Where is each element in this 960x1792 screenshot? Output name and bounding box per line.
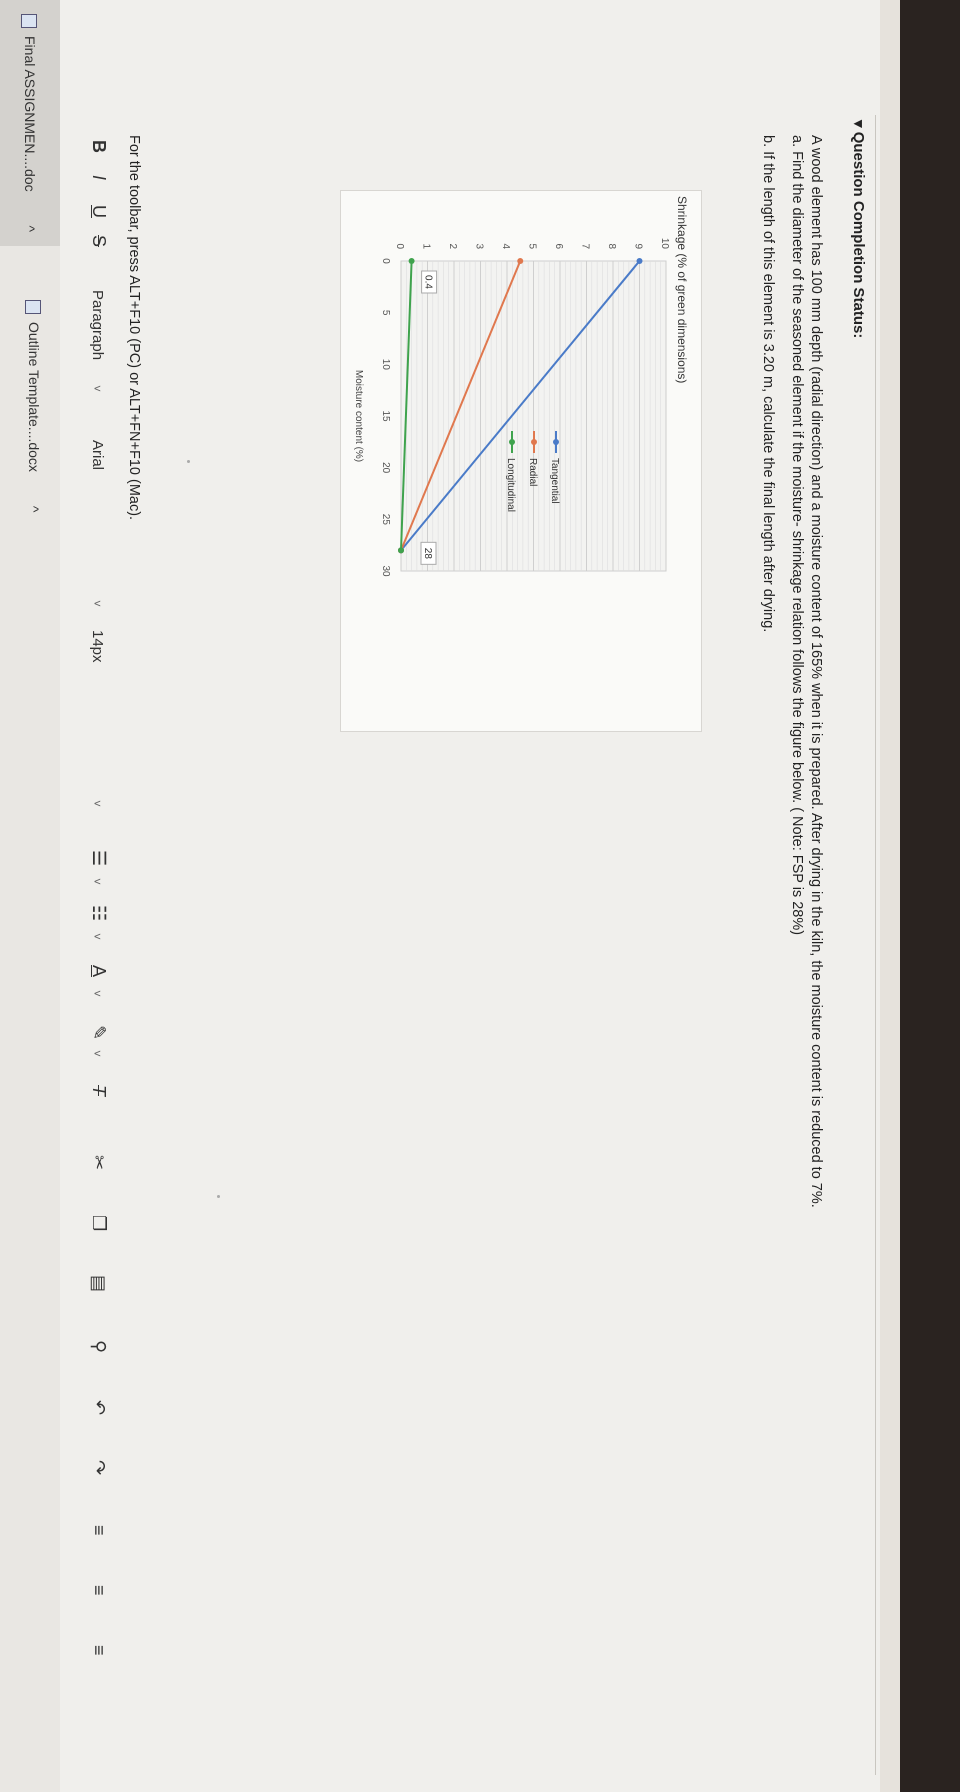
document-icon: [21, 14, 37, 28]
y-tick-label: 8: [606, 243, 617, 249]
chevron-down-icon[interactable]: ˅: [90, 878, 104, 886]
legend-marker-radial: [531, 439, 537, 445]
y-axis-title: Shrinkage (% of green dimensions): [675, 196, 689, 384]
strikethrough-button[interactable]: S: [89, 235, 109, 248]
annotation-label: 0.4: [422, 275, 434, 289]
document-icon: [25, 300, 41, 314]
chevron-down-icon[interactable]: ˅: [90, 933, 104, 941]
x-tick-label: 25: [380, 513, 391, 525]
y-tick-label: 5: [526, 243, 538, 249]
data-point-tangential: [637, 258, 643, 264]
chevron-down-icon[interactable]: ˅: [90, 990, 104, 998]
font-size-select[interactable]: 14px: [89, 630, 106, 663]
redo-icon[interactable]: ↷: [89, 1460, 109, 1476]
align-center-icon[interactable]: ≡: [89, 1585, 109, 1596]
chevron-down-icon[interactable]: ˅: [90, 385, 104, 393]
annotation-label: 28: [422, 547, 433, 559]
y-tick-label: 3: [473, 243, 485, 249]
legend-label-tangential: Tangential: [549, 458, 560, 504]
decorative-dot: [187, 460, 190, 463]
window-top-bar: [880, 0, 960, 1792]
chevron-down-icon[interactable]: ˅: [90, 800, 104, 808]
bulleted-list-icon[interactable]: ☰: [89, 850, 109, 867]
question-completion-status-heading: ▾ Question Completion Status:: [850, 120, 867, 339]
question-text: [758, 135, 825, 1775]
align-left-icon[interactable]: ≡: [89, 1525, 109, 1536]
editor-toolbar: [75, 0, 115, 1792]
y-tick-label: 0: [394, 243, 405, 249]
copy-icon[interactable]: ❐: [89, 1215, 109, 1232]
search-icon[interactable]: ⚲: [89, 1340, 109, 1354]
shrinkage-chart: [340, 190, 702, 732]
x-tick-label: 30: [380, 565, 391, 577]
x-tick-label: 5: [380, 309, 391, 316]
data-point-longitudinal: [409, 258, 415, 264]
chevron-up-icon[interactable]: ^: [26, 505, 42, 513]
y-tick-label: 1: [420, 243, 432, 249]
section-divider: [875, 115, 876, 1775]
decorative-dot: [217, 1195, 220, 1198]
legend-label-longitudinal: Longitudinal: [505, 458, 516, 512]
y-tick-label: 4: [500, 243, 511, 249]
highlight-icon[interactable]: ✎: [89, 1025, 109, 1041]
cut-icon[interactable]: ✂: [89, 1155, 109, 1171]
italic-button[interactable]: I: [89, 175, 109, 181]
numbered-list-icon[interactable]: ☷: [89, 905, 109, 922]
paste-icon[interactable]: ▤: [89, 1275, 109, 1293]
legend-label-radial: Radial: [527, 458, 538, 487]
undo-icon[interactable]: ↶: [89, 1400, 109, 1416]
question-part-a: a. Find the diameter of the seasoned element if the moisture- shrinkage relation follows the figure below. ( Note: FSP is 28%): [789, 135, 805, 936]
question-content: [80, 0, 880, 1792]
x-tick-label: 0: [380, 258, 391, 264]
download-bar: [0, 0, 60, 1792]
underline-button[interactable]: U: [89, 205, 109, 218]
toolbar-hint: For the toolbar, press ALT+F10 (PC) or ALT+FN+F10 (Mac).: [126, 135, 142, 521]
download-item-final-assignment[interactable]: Final ASSIGNMEN....doc ^: [0, 0, 60, 246]
text-color-icon[interactable]: A: [89, 965, 109, 978]
y-tick-label: 2: [447, 243, 458, 249]
x-tick-label: 15: [380, 410, 391, 422]
y-tick-label: 10: [659, 237, 670, 249]
expand-icon[interactable]: ▾: [850, 120, 867, 132]
x-tick-label: 20: [380, 462, 391, 474]
y-tick-label: 9: [632, 243, 644, 249]
y-tick-label: 6: [553, 243, 564, 249]
chevron-up-icon[interactable]: ^: [22, 225, 38, 233]
font-family-select[interactable]: Arial: [89, 440, 106, 471]
bold-button[interactable]: B: [89, 140, 109, 153]
y-tick-label: 7: [579, 243, 591, 249]
chevron-down-icon[interactable]: ˅: [90, 600, 104, 608]
chevron-down-icon[interactable]: ˅: [90, 1050, 104, 1058]
question-intro: A wood element has 100 mm depth (radial direction) and a moisture content of 165% when it is prepared. After drying in the kiln, the moisture content is reduced to 7%.: [808, 135, 824, 1208]
x-tick-label: 10: [380, 358, 391, 370]
legend-marker-longitudinal: [509, 439, 515, 445]
question-part-b: b. If the length of this element is 3.20 m, calculate the final length after drying.: [760, 135, 776, 633]
clear-format-icon[interactable]: T: [89, 1085, 109, 1096]
paragraph-format-select[interactable]: Paragraph: [89, 290, 106, 361]
data-point-longitudinal: [398, 547, 404, 553]
x-axis-title: Moisture content (%): [353, 369, 364, 463]
data-point-radial: [517, 258, 523, 264]
window-rim: [880, 0, 900, 1792]
chart-svg: [341, 191, 701, 731]
legend-marker-tangential: [553, 439, 559, 445]
align-right-icon[interactable]: ≡: [89, 1645, 109, 1656]
download-item-outline-template[interactable]: Outline Template....docx ^: [25, 300, 42, 512]
